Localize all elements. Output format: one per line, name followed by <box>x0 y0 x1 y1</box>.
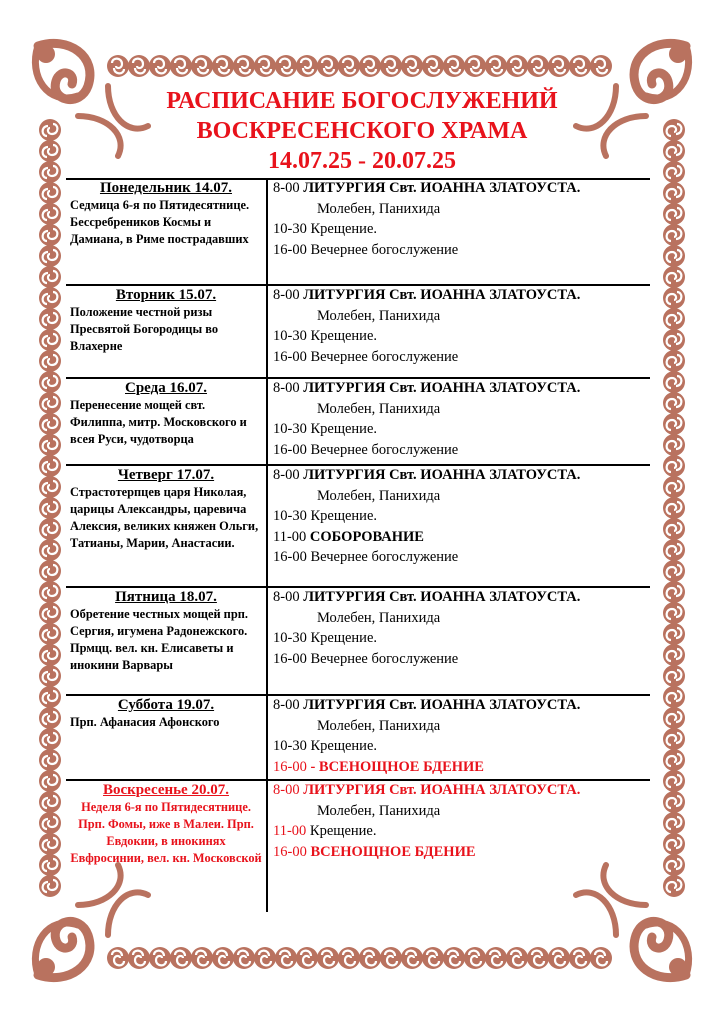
service-time: 10-30 <box>273 508 307 524</box>
saint-commemoration: Неделя 6-я по Пятидесятнице. Прп. Фомы, иже в Малеи. Прп. Евдокии, в инокинях Евфросинии, вел. кн. Московской <box>70 800 262 865</box>
ornament-swirl <box>663 476 685 498</box>
ornament-swirl <box>663 497 685 519</box>
ornament-swirl <box>527 947 549 969</box>
ornament-swirl <box>663 203 685 225</box>
ornament-swirl <box>39 308 61 330</box>
day-info <box>66 465 262 552</box>
service-name: ЛИТУРГИЯ Свт. ИОАННА ЗЛАТОУСТА. <box>303 589 581 605</box>
day-row <box>66 378 650 465</box>
service-name: Молебен, Панихида <box>317 307 441 324</box>
ornament-swirl <box>663 266 685 288</box>
ornament-swirl <box>107 55 129 77</box>
ornament-swirl <box>39 497 61 519</box>
service-line <box>273 842 650 863</box>
day-row <box>66 285 650 378</box>
service-line <box>273 199 650 220</box>
schedule-title: РАСПИСАНИЕ БОГОСЛУЖЕНИЙ <box>166 88 558 114</box>
ornament-swirl <box>39 413 61 435</box>
ornament-swirl <box>663 581 685 603</box>
service-line <box>273 527 650 548</box>
row-divider <box>66 779 650 781</box>
ornament-swirl <box>663 707 685 729</box>
day-row <box>66 178 650 285</box>
ornament-swirl <box>359 947 381 969</box>
service-name: ЛИТУРГИЯ Свт. ИОАННА ЗЛАТОУСТА. <box>303 380 581 396</box>
ornament-swirl <box>663 644 685 666</box>
service-name: Молебен, Панихида <box>317 487 441 504</box>
row-divider <box>66 586 650 588</box>
ornament-swirl <box>39 812 61 834</box>
ornament-swirl <box>296 55 318 77</box>
date-range: 14.07.25 - 20.07.25 <box>268 148 456 174</box>
service-time: 10-30 <box>273 328 307 344</box>
ornament-swirl <box>275 55 297 77</box>
ornament-swirl <box>663 455 685 477</box>
day-row <box>66 780 650 912</box>
ornament-swirl <box>663 287 685 309</box>
services-list <box>273 378 650 460</box>
ornament-swirl <box>39 854 61 876</box>
ornament-swirl <box>663 833 685 855</box>
ornament-swirl <box>233 947 255 969</box>
service-name: Молебен, Панихида <box>317 717 441 734</box>
service-name: Вечернее богослужение <box>310 241 459 258</box>
ornament-swirl <box>39 434 61 456</box>
service-line <box>273 240 650 261</box>
ornament-swirl <box>317 947 339 969</box>
saint-commemoration: Обретение честных мощей прп. Сергия, игумена Радонежского. Прмцц. вел. кн. Елисаветы и инокини Варвары <box>70 607 248 672</box>
service-name: ЛИТУРГИЯ Свт. ИОАННА ЗЛАТОУСТА. <box>303 782 581 798</box>
service-name: ВСЕНОЩНОЕ БДЕНИЕ <box>310 843 476 860</box>
ornament-swirl <box>39 707 61 729</box>
day-name: Вторник 15.07. <box>115 287 217 303</box>
service-line <box>273 378 650 399</box>
ornament-swirl <box>39 371 61 393</box>
day-name: Воскресенье 20.07. <box>103 782 229 798</box>
ornament-swirl <box>485 947 507 969</box>
service-line <box>273 347 650 368</box>
ornament-swirl <box>191 947 213 969</box>
ornament-swirl <box>39 224 61 246</box>
ornament-swirl <box>338 55 360 77</box>
ornament-swirl <box>39 623 61 645</box>
day-info <box>66 587 262 674</box>
ornament-swirl <box>663 392 685 414</box>
ornament-swirl <box>39 833 61 855</box>
ornament-swirl <box>527 55 549 77</box>
service-name: Крещение. <box>310 508 378 524</box>
service-line <box>273 178 650 199</box>
ornament-swirl <box>39 791 61 813</box>
service-name: ЛИТУРГИЯ Свт. ИОАННА ЗЛАТОУСТА. <box>303 180 581 196</box>
ornament-swirl <box>485 55 507 77</box>
row-divider <box>66 694 650 696</box>
services-list <box>273 780 650 862</box>
row-divider <box>66 464 650 466</box>
ornament-swirl <box>191 55 213 77</box>
saint-commemoration: Положение честной ризы Пресвятой Богородицы во Влахерне <box>70 305 219 353</box>
service-name: Вечернее богослужение <box>310 650 459 667</box>
ornament-swirl <box>401 947 423 969</box>
service-time: 8-00 <box>273 287 300 303</box>
ornament-swirl <box>39 476 61 498</box>
saint-commemoration: Страстотерпцев царя Николая, царицы Александры, царевича Алексия, великих княжен Ольги, Татианы, Марии, Анастасии. <box>70 485 259 550</box>
ornament-swirl <box>663 224 685 246</box>
row-divider <box>66 284 650 286</box>
day-info <box>66 780 262 867</box>
ornament-swirl <box>380 55 402 77</box>
day-name: Пятница 18.07. <box>115 589 217 605</box>
ornament-swirl <box>39 518 61 540</box>
ornament-swirl <box>663 518 685 540</box>
day-name: Понедельник 14.07. <box>99 180 233 196</box>
service-name: Крещение. <box>310 221 378 237</box>
service-time: 16-00 <box>273 441 307 458</box>
service-name: Молебен, Панихида <box>317 400 441 417</box>
services-list <box>273 178 650 260</box>
ornament-swirl <box>149 55 171 77</box>
ornament-swirl <box>663 560 685 582</box>
day-info <box>66 285 262 355</box>
service-line <box>273 587 650 608</box>
ornament-swirl <box>39 539 61 561</box>
service-time: 10-30 <box>273 630 307 646</box>
temple-name: ВОСКРЕСЕНСКОГО ХРАМА <box>196 118 528 144</box>
ornament-swirl <box>663 770 685 792</box>
day-row <box>66 587 650 695</box>
ornament-swirl <box>663 728 685 750</box>
ornament-swirl <box>149 947 171 969</box>
ornament-swirl <box>39 287 61 309</box>
ornament-swirl <box>569 947 591 969</box>
service-line <box>273 628 650 649</box>
ornament-swirl <box>464 947 486 969</box>
ornament-swirl <box>39 602 61 624</box>
service-name: ЛИТУРГИЯ Свт. ИОАННА ЗЛАТОУСТА. <box>303 287 581 303</box>
ornament-swirl <box>443 947 465 969</box>
ornament-swirl <box>39 581 61 603</box>
service-time: 8-00 <box>273 697 300 713</box>
table-top-border <box>66 178 650 180</box>
service-line <box>273 821 650 842</box>
ornament-swirl <box>548 55 570 77</box>
ornament-swirl <box>128 947 150 969</box>
ornament-swirl <box>663 371 685 393</box>
service-line <box>273 757 650 778</box>
ornament-swirl <box>296 947 318 969</box>
ornament-swirl <box>569 55 591 77</box>
service-name: Крещение. <box>310 328 378 344</box>
ornament-swirl <box>254 947 276 969</box>
ornament-swirl <box>39 266 61 288</box>
schedule-table <box>66 178 650 912</box>
ornament-swirl <box>663 686 685 708</box>
service-time: 8-00 <box>273 180 300 196</box>
ornament-swirl <box>39 770 61 792</box>
ornament-swirl <box>128 55 150 77</box>
service-time: 11-00 <box>273 528 307 545</box>
ornament-swirl <box>39 182 61 204</box>
service-name: Молебен, Панихида <box>317 609 441 626</box>
ornament-swirl <box>39 644 61 666</box>
service-time: 10-30 <box>273 738 307 754</box>
ornament-swirl <box>254 55 276 77</box>
ornament-swirl <box>506 55 528 77</box>
service-time: 16-00 <box>273 348 307 365</box>
service-line <box>273 219 650 240</box>
services-list <box>273 285 650 367</box>
day-info <box>66 695 262 731</box>
ornament-swirl <box>422 55 444 77</box>
ornament-swirl <box>39 245 61 267</box>
row-divider <box>66 377 650 379</box>
service-line <box>273 716 650 737</box>
saint-commemoration: Перенесение мощей свт. Филиппа, митр. Московского и всея Руси, чудотворца <box>70 398 247 446</box>
ornament-swirl <box>590 947 612 969</box>
service-line <box>273 506 650 527</box>
ornament-swirl <box>663 182 685 204</box>
day-row <box>66 695 650 780</box>
service-name: Молебен, Панихида <box>317 802 441 819</box>
service-line <box>273 306 650 327</box>
service-name: ЛИТУРГИЯ Свт. ИОАННА ЗЛАТОУСТА. <box>303 467 581 483</box>
ornament-swirl <box>233 55 255 77</box>
service-time: 16-00 <box>273 241 307 258</box>
ornament-swirl <box>39 455 61 477</box>
day-row <box>66 465 650 587</box>
ornament-swirl <box>663 308 685 330</box>
service-line <box>273 547 650 568</box>
ornament-swirl <box>401 55 423 77</box>
ornament-swirl <box>663 623 685 645</box>
services-list <box>273 587 650 669</box>
ornament-swirl <box>170 55 192 77</box>
service-time: 8-00 <box>273 467 300 483</box>
ornament-swirl <box>107 947 129 969</box>
service-line <box>273 399 650 420</box>
ornament-swirl <box>317 55 339 77</box>
service-line <box>273 801 650 822</box>
ornament-swirl <box>663 749 685 771</box>
service-name: Молебен, Панихида <box>317 200 441 217</box>
service-line <box>273 419 650 440</box>
day-info <box>66 178 262 248</box>
service-name: Крещение. <box>310 630 378 646</box>
ornament-swirl <box>663 539 685 561</box>
service-line <box>273 780 650 801</box>
service-time: 11-00 <box>273 823 307 839</box>
ornament-swirl <box>663 791 685 813</box>
service-line <box>273 326 650 347</box>
day-info <box>66 378 262 448</box>
saint-commemoration: Прп. Афанасия Афонского <box>70 715 220 729</box>
ornament-swirl <box>663 350 685 372</box>
ornament-swirl <box>663 875 685 897</box>
service-time: 16-00 <box>273 549 307 565</box>
day-name: Четверг 17.07. <box>117 467 215 483</box>
ornament-swirl <box>39 392 61 414</box>
ornament-swirl <box>39 329 61 351</box>
service-line <box>273 285 650 306</box>
service-time: 8-00 <box>273 589 300 605</box>
ornament-swirl <box>39 203 61 225</box>
service-time: 8-00 <box>273 782 300 798</box>
ornament-swirl <box>359 55 381 77</box>
service-name: ЛИТУРГИЯ Свт. ИОАННА ЗЛАТОУСТА. <box>303 697 581 713</box>
ornament-swirl <box>506 947 528 969</box>
service-name: Вечернее богослужение <box>310 348 459 365</box>
ornament-swirl <box>663 602 685 624</box>
service-time: 10-30 <box>273 221 307 237</box>
ornament-swirl <box>39 749 61 771</box>
services-list <box>273 465 650 568</box>
service-name: Вечернее богослужение <box>310 549 459 565</box>
ornament-swirl <box>548 947 570 969</box>
ornament-swirl <box>39 350 61 372</box>
service-line <box>273 695 650 716</box>
ornament-swirl <box>380 947 402 969</box>
ornament-swirl <box>443 55 465 77</box>
service-line <box>273 486 650 507</box>
ornament-swirl <box>663 245 685 267</box>
service-time: 16-00 <box>273 758 307 775</box>
ornament-swirl <box>464 55 486 77</box>
service-name: СОБОРОВАНИЕ <box>309 528 424 545</box>
saint-commemoration: Седмица 6-я по Пятидесятнице. Бессребреников Космы и Дамиана, в Риме пострадавших <box>70 198 250 246</box>
service-time: 8-00 <box>273 380 300 396</box>
service-time: 10-30 <box>273 421 307 437</box>
service-line <box>273 649 650 670</box>
service-time: 16-00 <box>273 843 307 860</box>
ornament-swirl <box>663 665 685 687</box>
ornament-swirl <box>212 55 234 77</box>
ornament-swirl <box>39 875 61 897</box>
ornament-swirl <box>663 854 685 876</box>
services-list <box>273 695 650 777</box>
service-line <box>273 608 650 629</box>
ornament-swirl <box>39 560 61 582</box>
service-name: - ВСЕНОЩНОЕ БДЕНИЕ <box>310 758 484 775</box>
ornament-swirl <box>212 947 234 969</box>
ornament-swirl <box>663 413 685 435</box>
service-name: Вечернее богослужение <box>310 441 459 458</box>
ornament-swirl <box>663 812 685 834</box>
ornament-swirl <box>663 434 685 456</box>
ornament-swirl <box>39 665 61 687</box>
service-time: 16-00 <box>273 650 307 667</box>
ornament-swirl <box>422 947 444 969</box>
day-name: Среда 16.07. <box>125 380 207 396</box>
service-name: Крещение. <box>309 823 377 839</box>
service-line <box>273 736 650 757</box>
ornament-swirl <box>39 686 61 708</box>
service-name: Крещение. <box>310 421 378 437</box>
service-line <box>273 465 650 486</box>
ornament-swirl <box>663 329 685 351</box>
ornament-swirl <box>590 55 612 77</box>
ornament-swirl <box>39 728 61 750</box>
ornament-swirl <box>275 947 297 969</box>
ornament-swirl <box>338 947 360 969</box>
ornament-swirl <box>170 947 192 969</box>
service-line <box>273 440 650 461</box>
day-name: Суббота 19.07. <box>117 697 215 713</box>
service-name: Крещение. <box>310 738 378 754</box>
